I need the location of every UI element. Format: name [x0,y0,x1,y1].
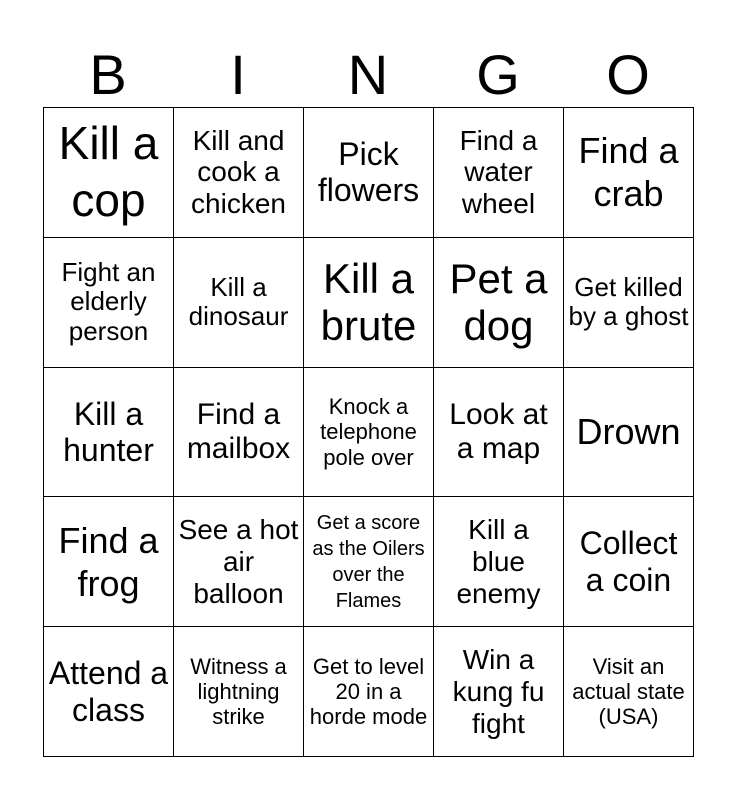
bingo-cell[interactable] [174,238,304,368]
cell-text: Fight an elderly person [61,256,156,346]
bingo-cell[interactable] [434,497,564,627]
bingo-cell[interactable] [174,108,304,238]
cell-text: Get a score as the Oilers over the Flames [312,511,425,612]
header-letter-g: G [476,43,520,106]
bingo-cell[interactable] [44,368,174,498]
bingo-cell[interactable] [44,627,174,757]
cell-text: Kill a blue enemy [456,513,541,609]
cell-text: Pick flowers [317,135,420,209]
cell-text: Collect a coin [579,525,678,598]
cell-text: Look at a map [449,397,548,465]
bingo-cell[interactable] [434,627,564,757]
bingo-cell[interactable] [44,238,174,368]
cell-text: Drown [576,411,681,453]
header-letter-n: N [347,43,389,106]
bingo-cell[interactable] [564,368,694,498]
cell-text: Kill and cook a chicken [191,124,286,220]
bingo-cell[interactable] [564,238,694,368]
cell-text: Visit an actual state (USA) [572,653,685,730]
cell-text: Win a kung fu fight [452,643,545,739]
bingo-board [43,107,694,757]
bingo-cell[interactable] [304,497,434,627]
bingo-cell[interactable] [564,108,694,238]
bingo-cell[interactable] [304,627,434,757]
cell-text: Kill a dinosaur [188,271,289,332]
cell-text: Get to level 20 in a horde mode [309,653,428,730]
bingo-cell[interactable] [304,108,434,238]
bingo-cell[interactable] [564,497,694,627]
cell-text: Knock a telephone pole over [320,394,417,470]
cell-text: Kill a cop [58,116,159,227]
cell-text: Find a water wheel [459,124,538,220]
bingo-cell[interactable] [564,627,694,757]
cell-text: Kill a brute [320,255,417,350]
bingo-cell[interactable] [434,108,564,238]
cell-text: Get killed by a ghost [568,271,689,332]
bingo-cell[interactable] [174,627,304,757]
cell-text: Attend a class [48,655,169,728]
bingo-cell[interactable] [174,368,304,498]
cell-text: See a hot air balloon [178,513,299,609]
bingo-cell[interactable] [304,368,434,498]
bingo-cell[interactable] [434,368,564,498]
header-letter-o: O [606,43,650,106]
cell-text: Kill a hunter [63,395,154,468]
bingo-cell[interactable] [304,238,434,368]
header-letter-i: I [230,43,246,106]
bingo-header [43,40,693,106]
cell-text: Find a frog [58,519,159,604]
bingo-cell[interactable] [434,238,564,368]
cell-text: Pet a dog [449,255,548,350]
bingo-cell[interactable] [44,108,174,238]
cell-text: Find a crab [578,130,679,215]
cell-text: Witness a lightning strike [190,653,287,730]
bingo-cell[interactable] [44,497,174,627]
cell-text: Find a mailbox [186,397,291,465]
header-letter-b: B [89,43,127,106]
bingo-cell[interactable] [174,497,304,627]
